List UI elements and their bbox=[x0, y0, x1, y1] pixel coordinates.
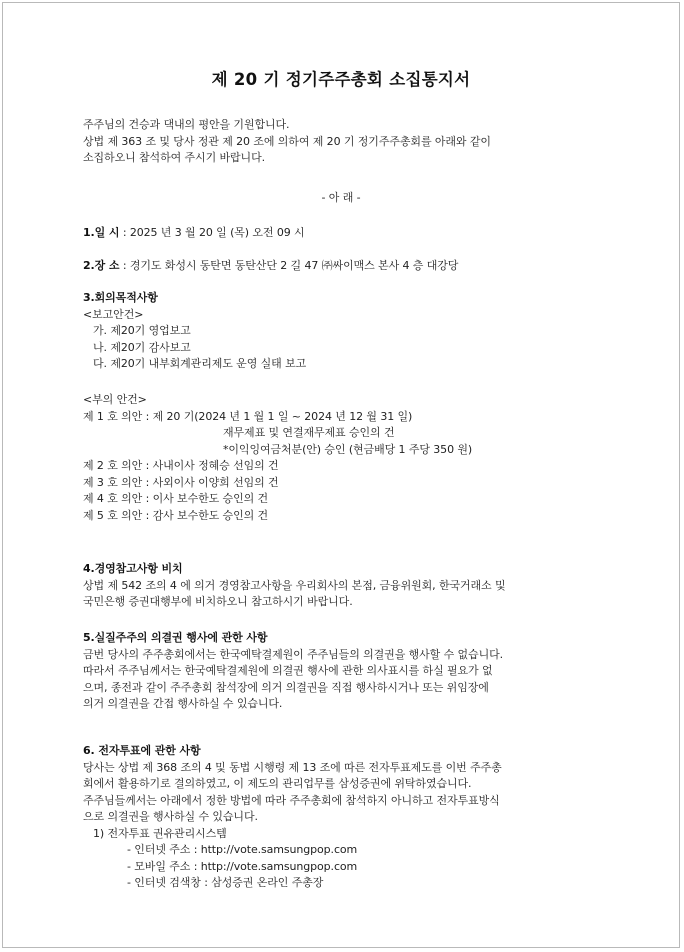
section-voting-rights-line: 의거 의결권을 간접 행사하실 수 있습니다. bbox=[83, 697, 283, 710]
section-agenda-heading: 3.회의목적사항 bbox=[83, 291, 158, 304]
section-place bbox=[83, 258, 599, 275]
section-place-value: : 경기도 화성시 동탄면 동탄산단 2 길 47 ㈜싸이맥스 본사 4 층 대강당 bbox=[119, 259, 459, 272]
section-voting-rights bbox=[83, 630, 599, 713]
e-voting-mobile-address: - 모바일 주소 : http://vote.samsungpop.com bbox=[127, 859, 358, 873]
section-e-voting-line: 회에서 활용하기로 결의하였고, 이 제도의 관리업무를 삼성증권에 위탁하였습니다. bbox=[83, 777, 472, 790]
section-agenda bbox=[83, 290, 599, 373]
e-voting-system-heading: 1) 전자투표 권유관리시스템 bbox=[93, 826, 227, 840]
section-e-voting-line: 당사는 상법 제 368 조의 4 및 동법 시행령 제 13 조에 따른 전자투표제도를 이번 주주총 bbox=[83, 760, 502, 774]
section-e-voting-heading: 6. 전자투표에 관한 사항 bbox=[83, 744, 201, 757]
section-e-voting bbox=[83, 743, 599, 892]
section-voting-rights-line: 금번 당사의 주주총회에서는 한국예탁결제원이 주주님들의 의결권을 행사할 수 없습니다. bbox=[83, 647, 504, 661]
section-reference-line: 상법 제 542 조의 4 에 의거 경영참고사항을 우리회사의 본점, 금융위원회, 한국거래소 및 bbox=[83, 578, 506, 592]
greeting-paragraph bbox=[83, 117, 599, 167]
resolution-item: 제 4 호 의안 : 이사 보수한도 승인의 건 bbox=[83, 492, 269, 505]
greeting-line: 소집하오니 참석하여 주시기 바랍니다. bbox=[83, 151, 266, 164]
report-agenda-label: <보고안건> bbox=[83, 307, 144, 321]
resolution-agenda bbox=[83, 392, 599, 524]
resolution-item-1: 제 1 호 의안 : 제 20 기(2024 년 1 월 1 일 ~ 2024 년 12 월 31 일) bbox=[83, 409, 413, 423]
resolution-item: 제 5 호 의안 : 감사 보수한도 승인의 건 bbox=[83, 508, 269, 522]
below-separator: - 아 래 - bbox=[321, 191, 361, 204]
resolution-agenda-label: <부의 안건> bbox=[83, 393, 147, 406]
section-date bbox=[83, 225, 599, 242]
section-reference-heading: 4.경영참고사항 비치 bbox=[83, 562, 183, 575]
section-voting-rights-heading: 5.실질주주의 의결권 행사에 관한 사항 bbox=[83, 631, 268, 644]
resolution-item: 제 3 호 의안 : 사외이사 이양희 선임의 건 bbox=[83, 475, 279, 489]
section-voting-rights-line: 으며, 종전과 같이 주주총회 참석장에 의거 의결권을 직접 행사하시거나 또는 위임장에 bbox=[83, 680, 489, 694]
resolution-item: 제 2 호 의안 : 사내이사 정혜승 선임의 건 bbox=[83, 459, 279, 472]
section-place-label: 2.장 소 bbox=[83, 259, 120, 272]
report-agenda-item: 다. 제20기 내부회계관리제도 운영 실태 보고 bbox=[93, 357, 307, 370]
greeting-line: 주주님의 건승과 댁내의 평안을 기원합니다. bbox=[83, 118, 290, 131]
section-voting-rights-line: 따라서 주주님께서는 한국예탁결제원에 의결권 행사에 관한 의사표시를 하실 필요가 없 bbox=[83, 664, 493, 677]
section-reference bbox=[83, 561, 599, 611]
e-voting-search-keyword: - 인터넷 검색창 : 삼성증권 온라인 주총장 bbox=[127, 876, 324, 889]
report-agenda-item: 나. 제20기 감사보고 bbox=[93, 340, 191, 354]
section-e-voting-line: 주주님들께서는 아래에서 정한 방법에 따라 주주총회에 참석하지 아니하고 전자투표방식 bbox=[83, 793, 500, 807]
e-voting-web-address: - 인터넷 주소 : http://vote.samsungpop.com bbox=[127, 843, 358, 856]
report-agenda-item: 가. 제20기 영업보고 bbox=[93, 324, 191, 337]
section-e-voting-line: 으로 의결권을 행사하실 수 있습니다. bbox=[83, 810, 258, 823]
section-date-label: 1.일 시 bbox=[83, 226, 120, 239]
resolution-item-1-detail: 재무제표 및 연결재무제표 승인의 건 bbox=[223, 426, 395, 439]
section-date-value: : 2025 년 3 월 20 일 (목) 오전 09 시 bbox=[119, 226, 305, 239]
greeting-line: 상법 제 363 조 및 당사 정관 제 20 조에 의하여 제 20 기 정기주주총회를 아래와 같이 bbox=[83, 134, 491, 148]
section-reference-line: 국민은행 증권대행부에 비치하오니 참고하시기 바랍니다. bbox=[83, 595, 353, 608]
document-title: 제 20 기 정기주주총회 소집통지서 bbox=[211, 70, 471, 89]
resolution-item-1-detail: *이익잉여금처분(안) 승인 (현금배당 1 주당 350 원) bbox=[223, 442, 473, 456]
